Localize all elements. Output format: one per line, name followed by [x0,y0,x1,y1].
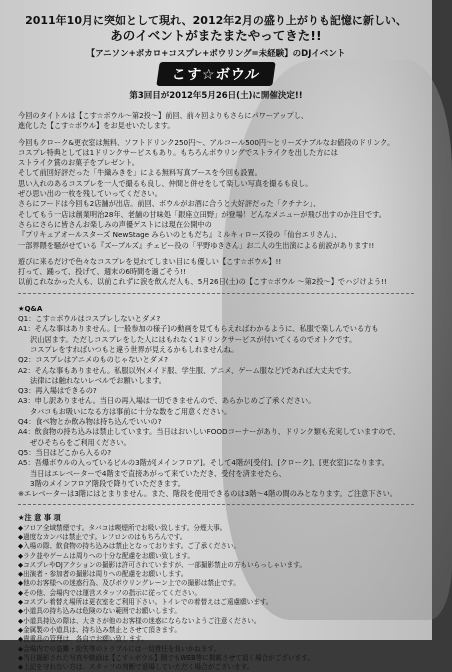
qa-answer: 3階のメインフロア階段で降りていただきます。 [30,478,185,488]
note-item: ◆コスプレ着替え場所は更衣室をご利用下さい。トイレでの着替えはご遠慮願います。 [18,598,273,607]
qa-answer: 当日はエレベーターで4階まで直接あがって来ていただき、受付を済ませたら、 [30,468,286,478]
qa-answer: ぜひそちらをご利用ください。 [30,437,131,447]
note-item: ◆過度なカンパは禁止です。レフロンのはもちろんです。 [18,532,187,541]
note-item: ◆当日撮影された写真や動画は【こす☆ボウル】側でもWEB等に掲載させて頂く場合がございます。 [18,653,314,662]
qa-answer: A4：飲食物の持ち込みは禁止しています。当日はおいしいFOODコーナーがあり、ドリンク類も充実していますので、 [18,427,400,437]
event-genre-line: 【アニソン+ボカロ+コスプレ+ボウリング=未経験】のDJイベント [86,49,346,59]
divider [18,504,414,505]
intro-line: 今回のタイトルは【こす☆ボウル〜第2投〜】前回、前々回よりもさらにパワーアップし、 [18,111,309,120]
intro-line: ストライク賞のお菓子をプレゼント。 [18,158,139,168]
note-item: ◆会場内での盗難・紛失等のトラブルには一切責任を負いかねます。 [18,644,221,653]
qa-question: Q3：再入場はできるの? [18,386,97,396]
qa-question: Q2：コスプレはアニメのものじゃないとダメ? [18,355,168,365]
intro-line: 打って、踊って、投げて、週末の6時間を過ごそう!! [18,267,187,277]
intro-line: 今回もクローク&更衣室は無料、ソフトドリンク250円〜、アルコール500円〜とリーズナブルなお値段のドリンク。 [18,137,395,147]
intro-line: ぜひ思い出の一枚を残していってください。 [18,189,162,199]
logo-row [0,62,432,86]
note-item: ◆その他、会場内では運営スタッフの指示に従ってください。 [18,588,202,597]
qa-answer: A2：そんな事もありません。私服以外(メイド服、学生服、アニメ、ゲーム服など)であれば大丈夫です。 [18,365,356,375]
note-item: ◆小道具持込の際は、大きさが他のお客様の迷惑にならないようご注意ください。 [18,616,261,625]
event-logo: こす☆ボウル [156,62,276,86]
headline-line-2: あのイベントがまたまたやってきた!! [110,28,322,43]
notes-heading: ★注 意 事 項 [18,513,61,523]
qa-answer: コスプレをすればいつもと違う世界が見えるかもしれませんね。 [30,344,239,354]
headline-line-1: 2011年10月に突如として現れ、2012年2月の盛り上がりも記憶に新しい、 [25,14,407,27]
qa-answer: 沢山居ます。ただしコスプレをした人にはもれなく1ドリンクサービスが付いてくるのでオトクです。 [30,334,357,344]
qa-note: ※エレベーターは3階にはとまりません。また、階段を使用できるのは3階〜4階の間のみとなります。ご注意下さい。 [18,489,397,499]
intro-line: 進化した【こす☆ボウル】をお見せいたします。 [18,121,175,131]
note-item: ◆出演者・参加者の撮影は周りへの配慮をお願いします。 [18,570,188,579]
note-item: ◆入場の際、飲食物の持ち込みは禁止となっております。ご了承ください。 [18,542,241,551]
event-date: 第3回目が2012年5月26日(土)に開催決定!! [129,91,303,101]
qa-section [18,304,414,500]
intro-line: 遊びに来るだけで色々なコスプレを見れてしまい目にも優しい【こす☆ボウル】!! [18,256,282,266]
note-item: ◆貴重品の管理は、各自でお願い致します。 [18,635,148,644]
intro-line: さらにさらに皆さんお楽しみの声優ゲストには現在公開中の [18,219,212,229]
divider [18,293,414,294]
intro-line: 以前これなかった人も、以前これずに涙を飲んだ人も、5月26日(土)の【こす☆ボウル 〜第2投〜】でハジけよう!! [18,277,387,287]
qa-heading: ★Q&A [18,303,43,313]
note-item: ◆金属製の小道具は、持ち込み禁止とさせて頂きます。 [18,625,181,634]
note-item: ◆ラク並やゲームは周りへの十分な配慮をお願い致します。 [18,551,194,560]
qa-answer: 法律には触れないレベルでお願いします。 [30,375,166,385]
intro-line: そしてもう一店は創業明治28年、老舗の甘味処「銀座立田野」が登場！どんなメニューが飛び出すのか注目です。 [18,209,386,219]
intro-section [18,111,414,288]
qa-answer: A5：吾爆ボウルの入っているビルの3階が[メインフロア]。そして4階が[受付]、[クローク]、[更衣室]になります。 [18,458,389,468]
intro-line: さらにフードは今回も2店舗が出店。前回、ボウルがお酒に合うと大好評だった「クチナシ」、 [18,199,321,209]
note-item: ◆フロア全域禁煙です。タバコは喫煙所でお吸い致します。分煙大事。 [18,523,227,532]
qa-question: Q4：食べ物とか飲み物は持ち込んでいいの? [18,417,162,427]
qa-question: Q5：当日はどこから入るの? [18,447,112,457]
flyer-header [0,0,432,101]
qa-answer: タバコもお吸いになる方は事前に十分な数をご用意ください。 [30,406,232,416]
intro-line: 『プリキュアオールスターズ NewStage みらいのともだち』ミルキィローズ役の「仙台エリさん」、 [18,230,342,240]
intro-line: 一部界隈を騒がせている『ズーブルズ』チェビー役の「平野ゆきさん」お二人の生出演による前説があります!! [18,240,375,250]
qa-answer: A1：そんな事はありません。[一般参加の様子]の動画を見てもらえればわかるように、私服で楽しんでいる方も [18,324,379,334]
note-item: ◆小道具の持ち込みは危険のない範囲でお願いします。 [18,607,181,616]
qa-question: Q1：こす☆ボウルはコスプレしないとダメ? [18,314,161,324]
note-item: ◆他のお客様への迷惑行為、及びボウリングレーン上での撮影は禁止です。 [18,579,240,588]
note-item: ◆上記を守れない方は、スタッフの判断で退場していただく場合がございます。 [18,663,254,672]
flyer-body [0,111,432,672]
notes-section [18,513,414,672]
intro-line: 思い入れのあるコスプレを一人で撮るも良し、仲間と併せをして楽しい写真を撮るも良し。 [18,178,313,188]
intro-line: そして前回好評だった「牛織みきを」による無料写真ブースを今回も設置。 [18,168,262,178]
qa-answer: A3：申し訳ありません。当日の再入場は一切できませんので、あらかじめご了承ください。 [18,396,316,406]
note-item: ◆コスプレやDJアクションの撮影は許可されていますが、一部撮影禁止の方もいらっしゃいます。 [18,560,306,569]
intro-line: コスプレ特典としては1ドリンクサービスもあり。もちろんボウリングでストライクを出した方には [18,147,338,157]
